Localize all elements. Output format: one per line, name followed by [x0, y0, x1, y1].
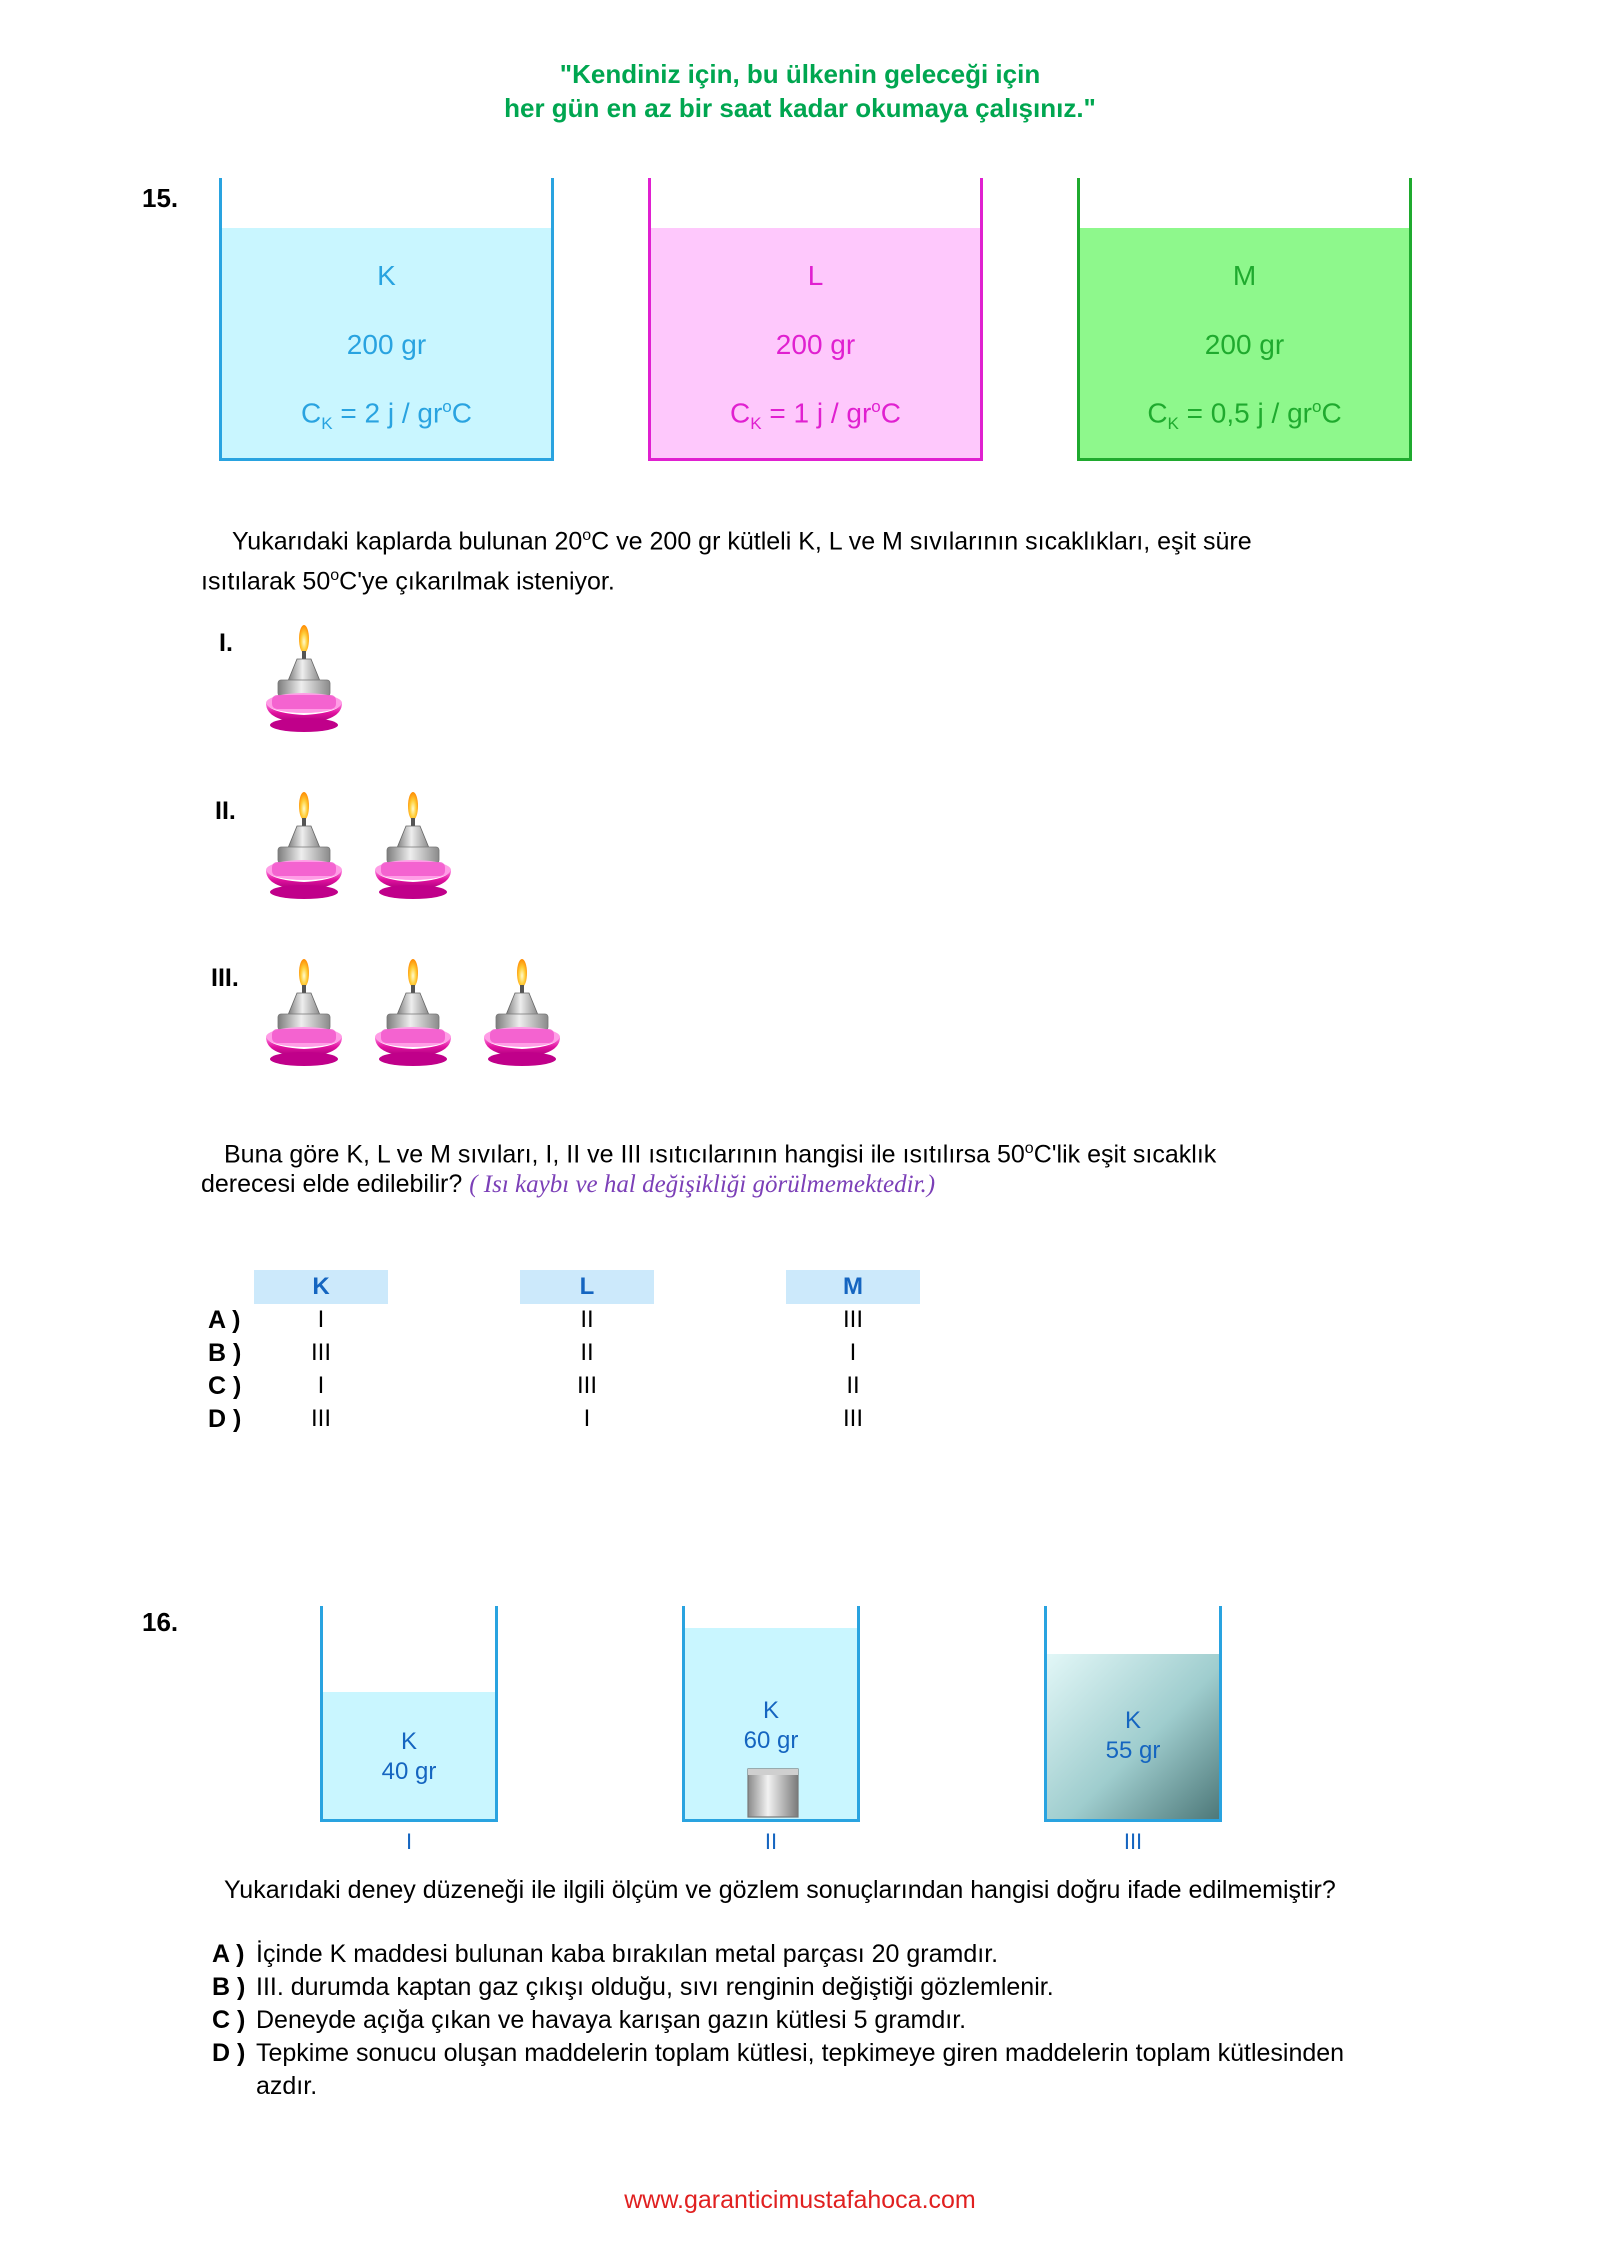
- answer-d[interactable]: [212, 2036, 1344, 2070]
- option-b-m: I: [849, 1339, 857, 1366]
- alcohol-burner-icon: [482, 959, 562, 1074]
- header-quote-line2: her gün en az bir saat kadar okumaya çalışınız.": [504, 93, 1096, 123]
- answer-b-text: III. durumda kaptan gaz çıkışı olduğu, sıvı renginin değiştiği gözlemlenir.: [256, 1973, 1054, 2001]
- answer-a[interactable]: [212, 1937, 998, 1971]
- container-l: [648, 178, 983, 461]
- table-header-l: L: [520, 1270, 654, 1304]
- alcohol-burner-icon: [373, 792, 453, 907]
- answer-a-text: İçinde K maddesi bulunan kaba bırakılan metal parçası 20 gramdır.: [256, 1940, 999, 1968]
- answer-b[interactable]: [212, 1970, 1054, 2004]
- footer-url[interactable]: www.garanticimustafahoca.com: [624, 2186, 976, 2214]
- question-16-prompt: Yukarıdaki deney düzeneği ile ilgili ölçüm ve gözlem sonuçlarından hangisi doğru ifade edilmemiştir?: [224, 1876, 1336, 1904]
- beaker-ii-mass: 60 gr: [743, 1727, 799, 1754]
- beaker-iii-mass: 55 gr: [1105, 1737, 1161, 1764]
- option-d-label[interactable]: D ): [208, 1405, 242, 1433]
- container-m-name: M: [1232, 260, 1257, 291]
- question-16-number: 16.: [142, 1607, 179, 1637]
- beaker-i-mass: 40 gr: [381, 1758, 437, 1785]
- beaker-i: [320, 1606, 498, 1822]
- option-a-m: III: [842, 1306, 863, 1333]
- option-c-k: I: [317, 1372, 325, 1399]
- container-k: [219, 178, 554, 461]
- beaker-i-label: I: [405, 1829, 413, 1854]
- container-k-heat-capacity: $C_K = 2$ j / $gr^oC$: [301, 397, 472, 433]
- question-15-prompt-line2: derecesi elde edilebilir? ( Isı kaybı ve hal değişikliği görülmemektedir.): [201, 1170, 936, 1198]
- answer-c-text: Deneyde açığa çıkan ve havaya karışan gazın kütlesi 5 gramdır.: [256, 2006, 967, 2034]
- option-b-k: III: [310, 1339, 331, 1366]
- heater-label-iii: III.: [211, 964, 239, 992]
- option-a-k: I: [317, 1306, 325, 1333]
- beaker-iii-label: III: [1123, 1829, 1143, 1854]
- answer-c[interactable]: [212, 2003, 966, 2037]
- beaker-i-substance: K: [400, 1728, 417, 1755]
- container-m-heat-capacity: $C_K = 0,5$ j / $gr^oC$: [1147, 397, 1342, 433]
- option-d-m: III: [842, 1405, 863, 1432]
- beaker-ii: [682, 1606, 860, 1822]
- option-d-k: III: [310, 1405, 331, 1432]
- beaker-iii-substance: K: [1124, 1707, 1141, 1734]
- container-l-name: L: [807, 260, 824, 291]
- answer-d-text-continued: azdır.: [256, 2072, 318, 2100]
- question-15-number: 15.: [142, 183, 179, 213]
- container-l-mass: 200 gr: [775, 329, 856, 360]
- alcohol-burner-icon: [264, 625, 344, 740]
- table-header-k: K: [254, 1270, 388, 1304]
- option-b-label[interactable]: B ): [208, 1339, 242, 1367]
- heater-label-ii: II.: [215, 797, 236, 825]
- option-d-l: I: [583, 1405, 591, 1432]
- option-a-l: II: [580, 1306, 594, 1333]
- answer-d-text: Tepkime sonucu oluşan maddelerin toplam kütlesi, tepkimeye giren maddelerin toplam kütlesinden: [256, 2039, 1345, 2067]
- table-header-m: M: [786, 1270, 920, 1304]
- question-15-note: ( Isı kaybı ve hal değişikliği görülmemektedir.): [469, 1171, 936, 1198]
- container-l-heat-capacity: $C_K = 1$ j / $gr^oC$: [730, 397, 901, 433]
- container-m: [1077, 178, 1412, 461]
- answer-a-label[interactable]: A ): [212, 1940, 245, 1968]
- alcohol-burner-icon: [264, 959, 344, 1074]
- answer-d-label[interactable]: D ): [212, 2039, 246, 2067]
- container-m-mass: 200 gr: [1204, 329, 1285, 360]
- metal-piece-icon: [747, 1768, 799, 1818]
- question-15-stem-line2: ısıtılarak 50$^o$C'ye çıkarılmak isteniyor.: [201, 567, 615, 596]
- beaker-ii-substance: K: [762, 1697, 779, 1724]
- beaker-iii: [1044, 1606, 1222, 1822]
- option-c-m: II: [846, 1372, 860, 1399]
- container-k-mass: 200 gr: [346, 329, 427, 360]
- option-c-label[interactable]: C ): [208, 1372, 242, 1400]
- header-quote-line1: "Kendiniz için, bu ülkenin geleceği için: [559, 59, 1041, 89]
- heater-label-i: I.: [219, 629, 233, 657]
- alcohol-burner-icon: [264, 792, 344, 907]
- answer-b-label[interactable]: B ): [212, 1973, 246, 2001]
- beaker-ii-label: II: [764, 1829, 778, 1854]
- question-15-prompt-line1: Buna göre K, L ve M sıvıları, I, II ve III ısıtıcılarının hangisi ile ısıtılırsa 50$^o$C'lik eşit sıcaklık: [224, 1140, 1217, 1169]
- option-a-label[interactable]: A ): [208, 1306, 241, 1334]
- container-k-name: K: [377, 260, 396, 291]
- option-b-l: II: [580, 1339, 594, 1366]
- option-c-l: III: [576, 1372, 597, 1399]
- answer-c-label[interactable]: C ): [212, 2006, 246, 2034]
- alcohol-burner-icon: [373, 959, 453, 1074]
- question-15-stem-line1: Yukarıdaki kaplarda bulunan 20$^o$C ve 200 gr kütleli K, L ve M sıvılarının sıcaklıkları, eşit süre: [232, 527, 1252, 556]
